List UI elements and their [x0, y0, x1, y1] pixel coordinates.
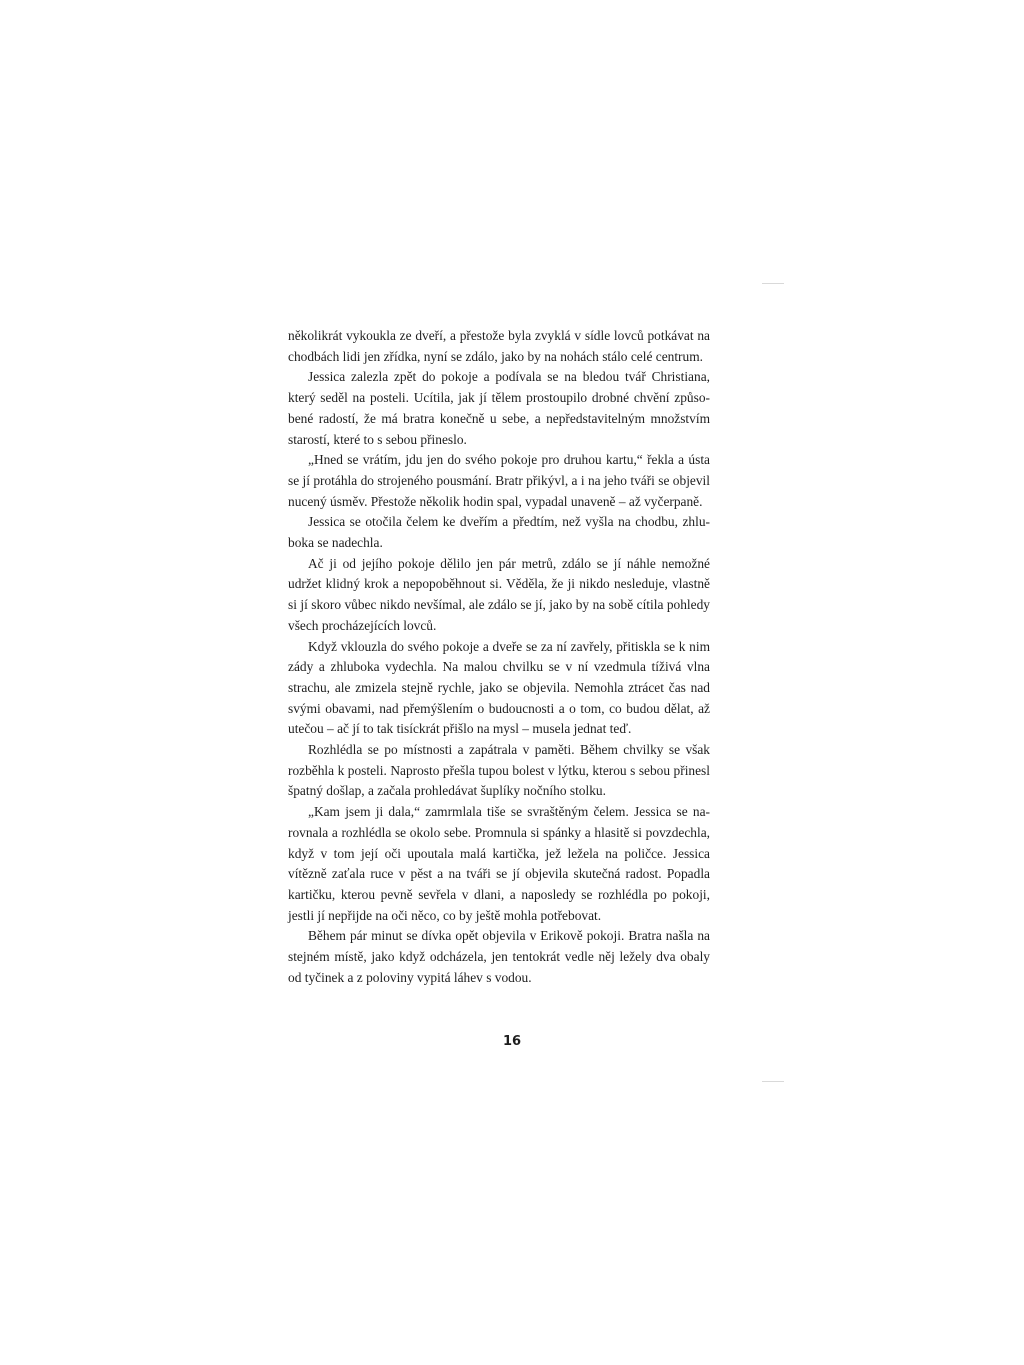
crop-mark-bottom [762, 1081, 784, 1082]
paragraph: několikrát vykoukla ze dveří, a přestože byla zvyklá v sídle lovců potkávat na chodbách lidi jen zřídka, nyní se zdálo, jako by na nohách stálo celé centrum. [288, 328, 710, 364]
page-number: 16 [502, 1034, 522, 1049]
paragraph: Když vklouzla do svého pokoje a dveře se za ní zavřely, přitiskla se k nim zády a zhluboka vydechla. Na malou chvilku se v ní vzedmula tíživá vlna strachu, ale zmizela stejně rychle, jako se objevila. Nemohla ztrácet čas nad svými obavami, nad přemýšlením o budoucnosti a o tom, co budou dělat, až utečou – ač jí to tak tisíckrát přišlo na mysl – musela jednat teď. [288, 638, 710, 737]
paragraph: Jessica se otočila čelem ke dveřím a předtím, než vyšla na chodbu, zhluboka se nadechla. [288, 514, 710, 551]
body-text [288, 326, 710, 989]
paragraph: „Kam jsem ji dala,“ zamrmlala tiše se svraštěným čelem. Jessica se narovnala a rozhlédla se okolo sebe. Promnula si spánky a hlasitě si povzdechla, když v tom její oči upoutala malá kartička, jež ležela na poličce. Jessica vítězně zaťala ruce v pěst a na tváři se jí objevila skutečná radost. Popadla kartičku, kterou pevně sevřela v dlani, a naposledy se rozhlédla po pokoji, jestli jí nepřijde na oči něco, co by ještě mohla potřebovat. [288, 804, 710, 923]
paragraph: Ač ji od jejího pokoje dělilo jen pár metrů, zdálo se jí náhle nemožné udržet klidný krok a nepopoběhnout si. Věděla, že ji nikdo nesleduje, vlastně si jí skoro vůbec nikdo nevšímal, ale zdálo se jí, jako by na sobě cítila pohledy všech procházejících lovců. [288, 555, 710, 633]
paragraph: „Hned se vrátím, jdu jen do svého pokoje pro druhou kartu,“ řekla a ústa se jí protáhla do strojeného pousmání. Bratr přikývl, a i na jeho tváři se objevil nucený úsměv. Přestože několik hodin spal, vypadal unaveně – až vyčerpaně. [288, 452, 710, 509]
paragraph: Jessica zalezla zpět do pokoje a podívala se na bledou tvář Christiana, který seděl na posteli. Ucítila, jak jí tělem prostoupilo drobné chvění způsobené radostí, že má bratra konečně u sebe, a nepředstavitelným množstvím starostí, které to s sebou přineslo. [288, 369, 710, 447]
crop-mark-top [762, 283, 784, 284]
paragraph: Rozhlédla se po místnosti a zapátrala v paměti. Během chvilky se však rozběhla k posteli. Naprosto přešla tupou bolest v lýtku, kterou s sebou přinesl špatný došlap, a začala prohledávat šuplíky nočního stolku. [288, 742, 710, 799]
paragraph: Během pár minut se dívka opět objevila v Erikově pokoji. Bratra našla na stejném místě, jako když odcházela, jen tentokrát vedle něj ležely dva obaly od tyčinek a z poloviny vypitá láhev s vodou. [288, 928, 710, 985]
